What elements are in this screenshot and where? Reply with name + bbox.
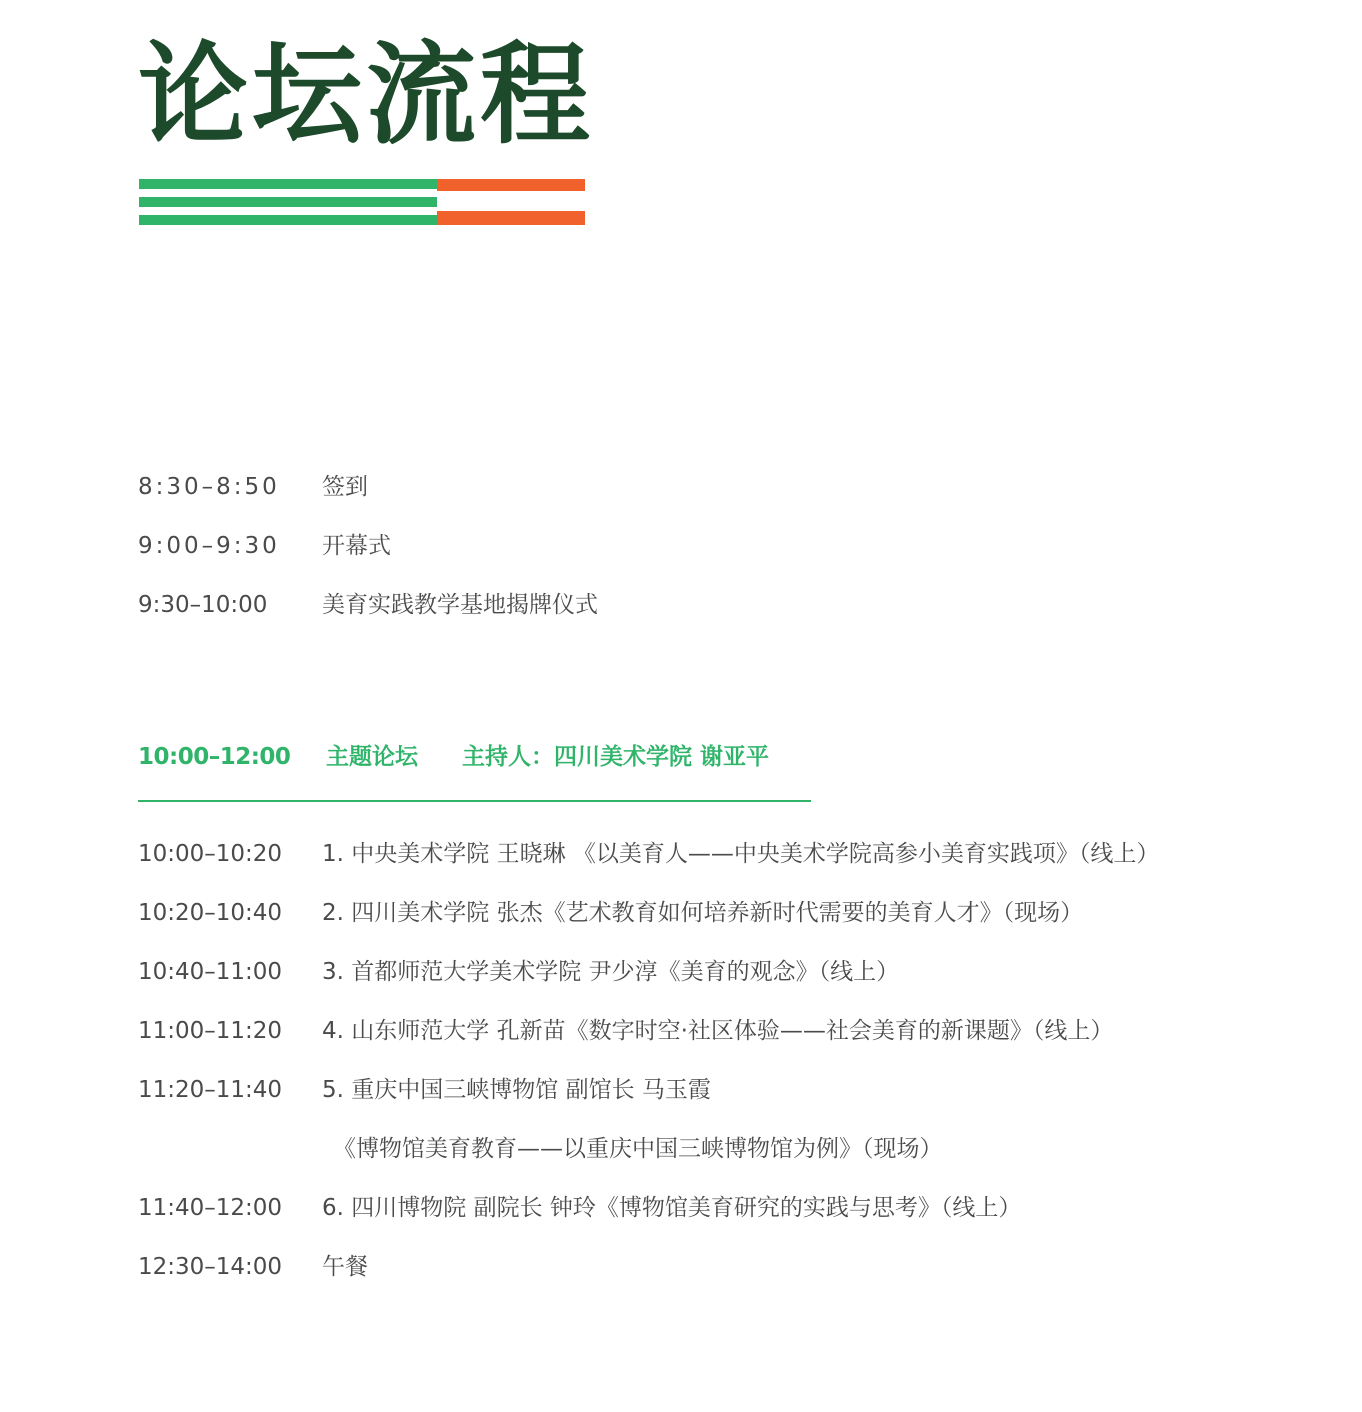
decor-green-bar-1 xyxy=(139,179,437,189)
schedule-time: 8:30–8:50 xyxy=(138,474,280,500)
schedule-row xyxy=(138,530,391,562)
schedule-row xyxy=(138,471,368,503)
schedule-time: 9:00–9:30 xyxy=(138,533,280,559)
schedule-row-continuation xyxy=(333,1133,943,1165)
forum-divider xyxy=(138,800,811,802)
schedule-time: 10:40–11:00 xyxy=(138,959,283,985)
schedule-event: 4. 山东师范大学 孔新苗《数字时空·社区体验——社会美育的新课题》（线上） xyxy=(322,1018,1114,1044)
schedule-event: 1. 中央美术学院 王晓琳 《以美育人——中央美术学院高参小美育实践项》（线上） xyxy=(322,841,1160,867)
schedule-row xyxy=(138,838,1159,870)
schedule-time: 10:00–10:20 xyxy=(138,841,283,867)
forum-host: 主持人：四川美术学院 谢亚平 xyxy=(462,744,770,770)
forum-time: 10:00–12:00 xyxy=(138,744,291,770)
schedule-row xyxy=(138,956,899,988)
decor-green-bar-2 xyxy=(139,197,437,207)
schedule-row xyxy=(138,1192,1021,1224)
schedule-row xyxy=(138,1074,711,1106)
decor-orange-bar-1 xyxy=(437,179,585,191)
schedule-row xyxy=(138,1251,368,1283)
schedule-event: 6. 四川博物院 副院长 钟玲《博物馆美育研究的实践与思考》（线上） xyxy=(322,1195,1022,1221)
schedule-row xyxy=(138,1015,1113,1047)
schedule-time: 11:00–11:20 xyxy=(138,1018,283,1044)
schedule-row xyxy=(138,589,598,621)
schedule-time: 9:30–10:00 xyxy=(138,592,268,618)
page-title: 论坛流程 xyxy=(138,31,594,159)
schedule-event: 签到 xyxy=(322,474,368,500)
schedule-row xyxy=(138,897,1083,929)
schedule-time: 12:30–14:00 xyxy=(138,1254,283,1280)
schedule-event: 5. 重庆中国三峡博物馆 副馆长 马玉霞 xyxy=(322,1077,711,1103)
schedule-event-continuation: 《博物馆美育教育——以重庆中国三峡博物馆为例》（现场） xyxy=(333,1136,943,1162)
forum-header xyxy=(138,740,769,774)
schedule-event: 开幕式 xyxy=(322,533,391,559)
decor-green-bar-3 xyxy=(139,215,437,225)
schedule-event: 美育实践教学基地揭牌仪式 xyxy=(322,592,598,618)
schedule-event: 2. 四川美术学院 张杰《艺术教育如何培养新时代需要的美育人才》（现场） xyxy=(322,900,1084,926)
schedule-event: 午餐 xyxy=(322,1254,368,1280)
schedule-event: 3. 首都师范大学美术学院 尹少淳《美育的观念》（线上） xyxy=(322,959,900,985)
forum-title: 主题论坛 xyxy=(326,744,418,770)
schedule-time: 11:20–11:40 xyxy=(138,1077,283,1103)
decor-orange-bar-2 xyxy=(437,211,585,225)
schedule-time: 11:40–12:00 xyxy=(138,1195,283,1221)
schedule-time: 10:20–10:40 xyxy=(138,900,283,926)
